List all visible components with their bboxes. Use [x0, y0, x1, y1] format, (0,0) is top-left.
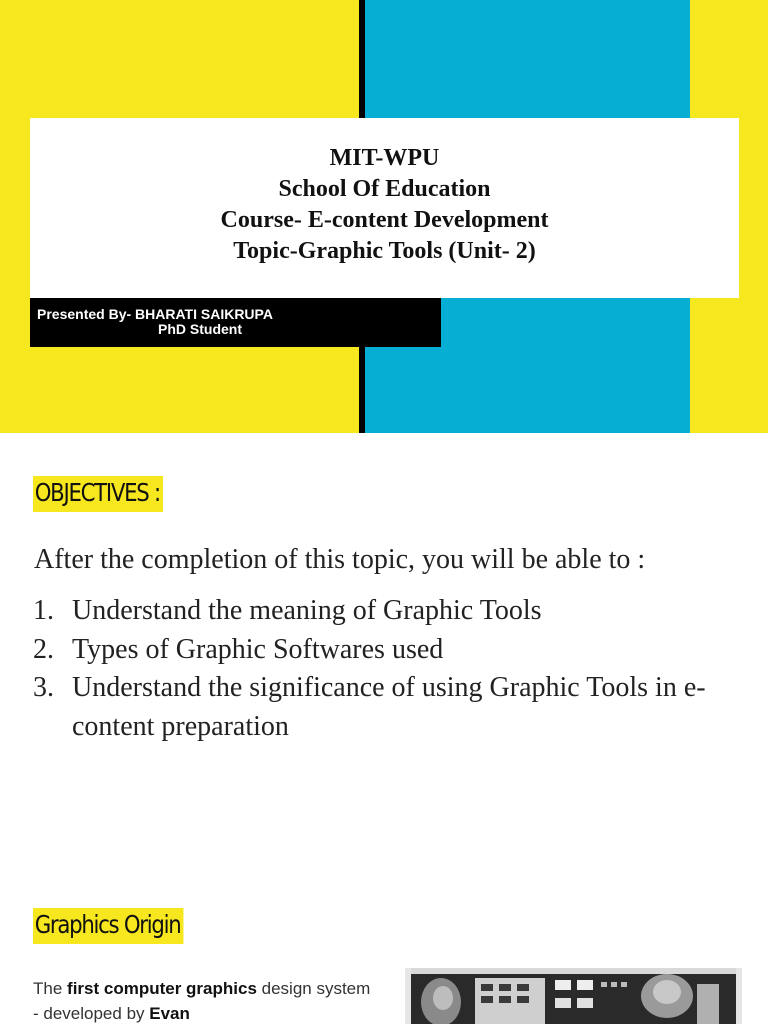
- school-title: School Of Education: [278, 176, 491, 202]
- presenter-box: [30, 298, 441, 347]
- presenter-name: Presented By- BHARATI SAIKRUPA: [37, 306, 273, 322]
- list-number: 2.: [33, 633, 54, 665]
- graphics-origin-heading: Graphics Origin: [33, 908, 184, 944]
- historical-photo-icon: [405, 968, 742, 1024]
- origin-emphasis: Evan: [149, 1004, 190, 1023]
- title-box: [30, 118, 739, 298]
- list-number: 3.: [33, 672, 54, 703]
- objectives-list: [33, 592, 733, 746]
- presenter-role: PhD Student: [158, 321, 242, 337]
- list-item: [33, 631, 733, 670]
- course-title: Course- E-content Development: [220, 207, 549, 233]
- list-number: 1.: [33, 595, 54, 626]
- objectives-heading: OBJECTIVES :: [33, 476, 163, 512]
- list-item-text: Understand the significance of using Graphic Tools in e- content preparation: [72, 672, 706, 742]
- origin-emphasis: first computer graphics: [67, 979, 257, 998]
- origin-text-part: The: [33, 979, 68, 998]
- institution-title: MIT-WPU: [329, 145, 440, 171]
- objectives-intro: After the completion of this topic, you will be able to :: [34, 544, 646, 575]
- list-item: [33, 669, 733, 746]
- list-item-text: Understand the meaning of Graphic Tools: [72, 595, 542, 626]
- list-item-text: Types of Graphic Softwares used: [72, 633, 444, 665]
- origin-text-part: design system - developed by: [33, 979, 371, 1023]
- title-slide: [0, 0, 768, 433]
- origin-paragraph: [33, 976, 373, 1026]
- list-item: [33, 592, 733, 631]
- topic-title: Topic-Graphic Tools (Unit- 2): [233, 238, 536, 264]
